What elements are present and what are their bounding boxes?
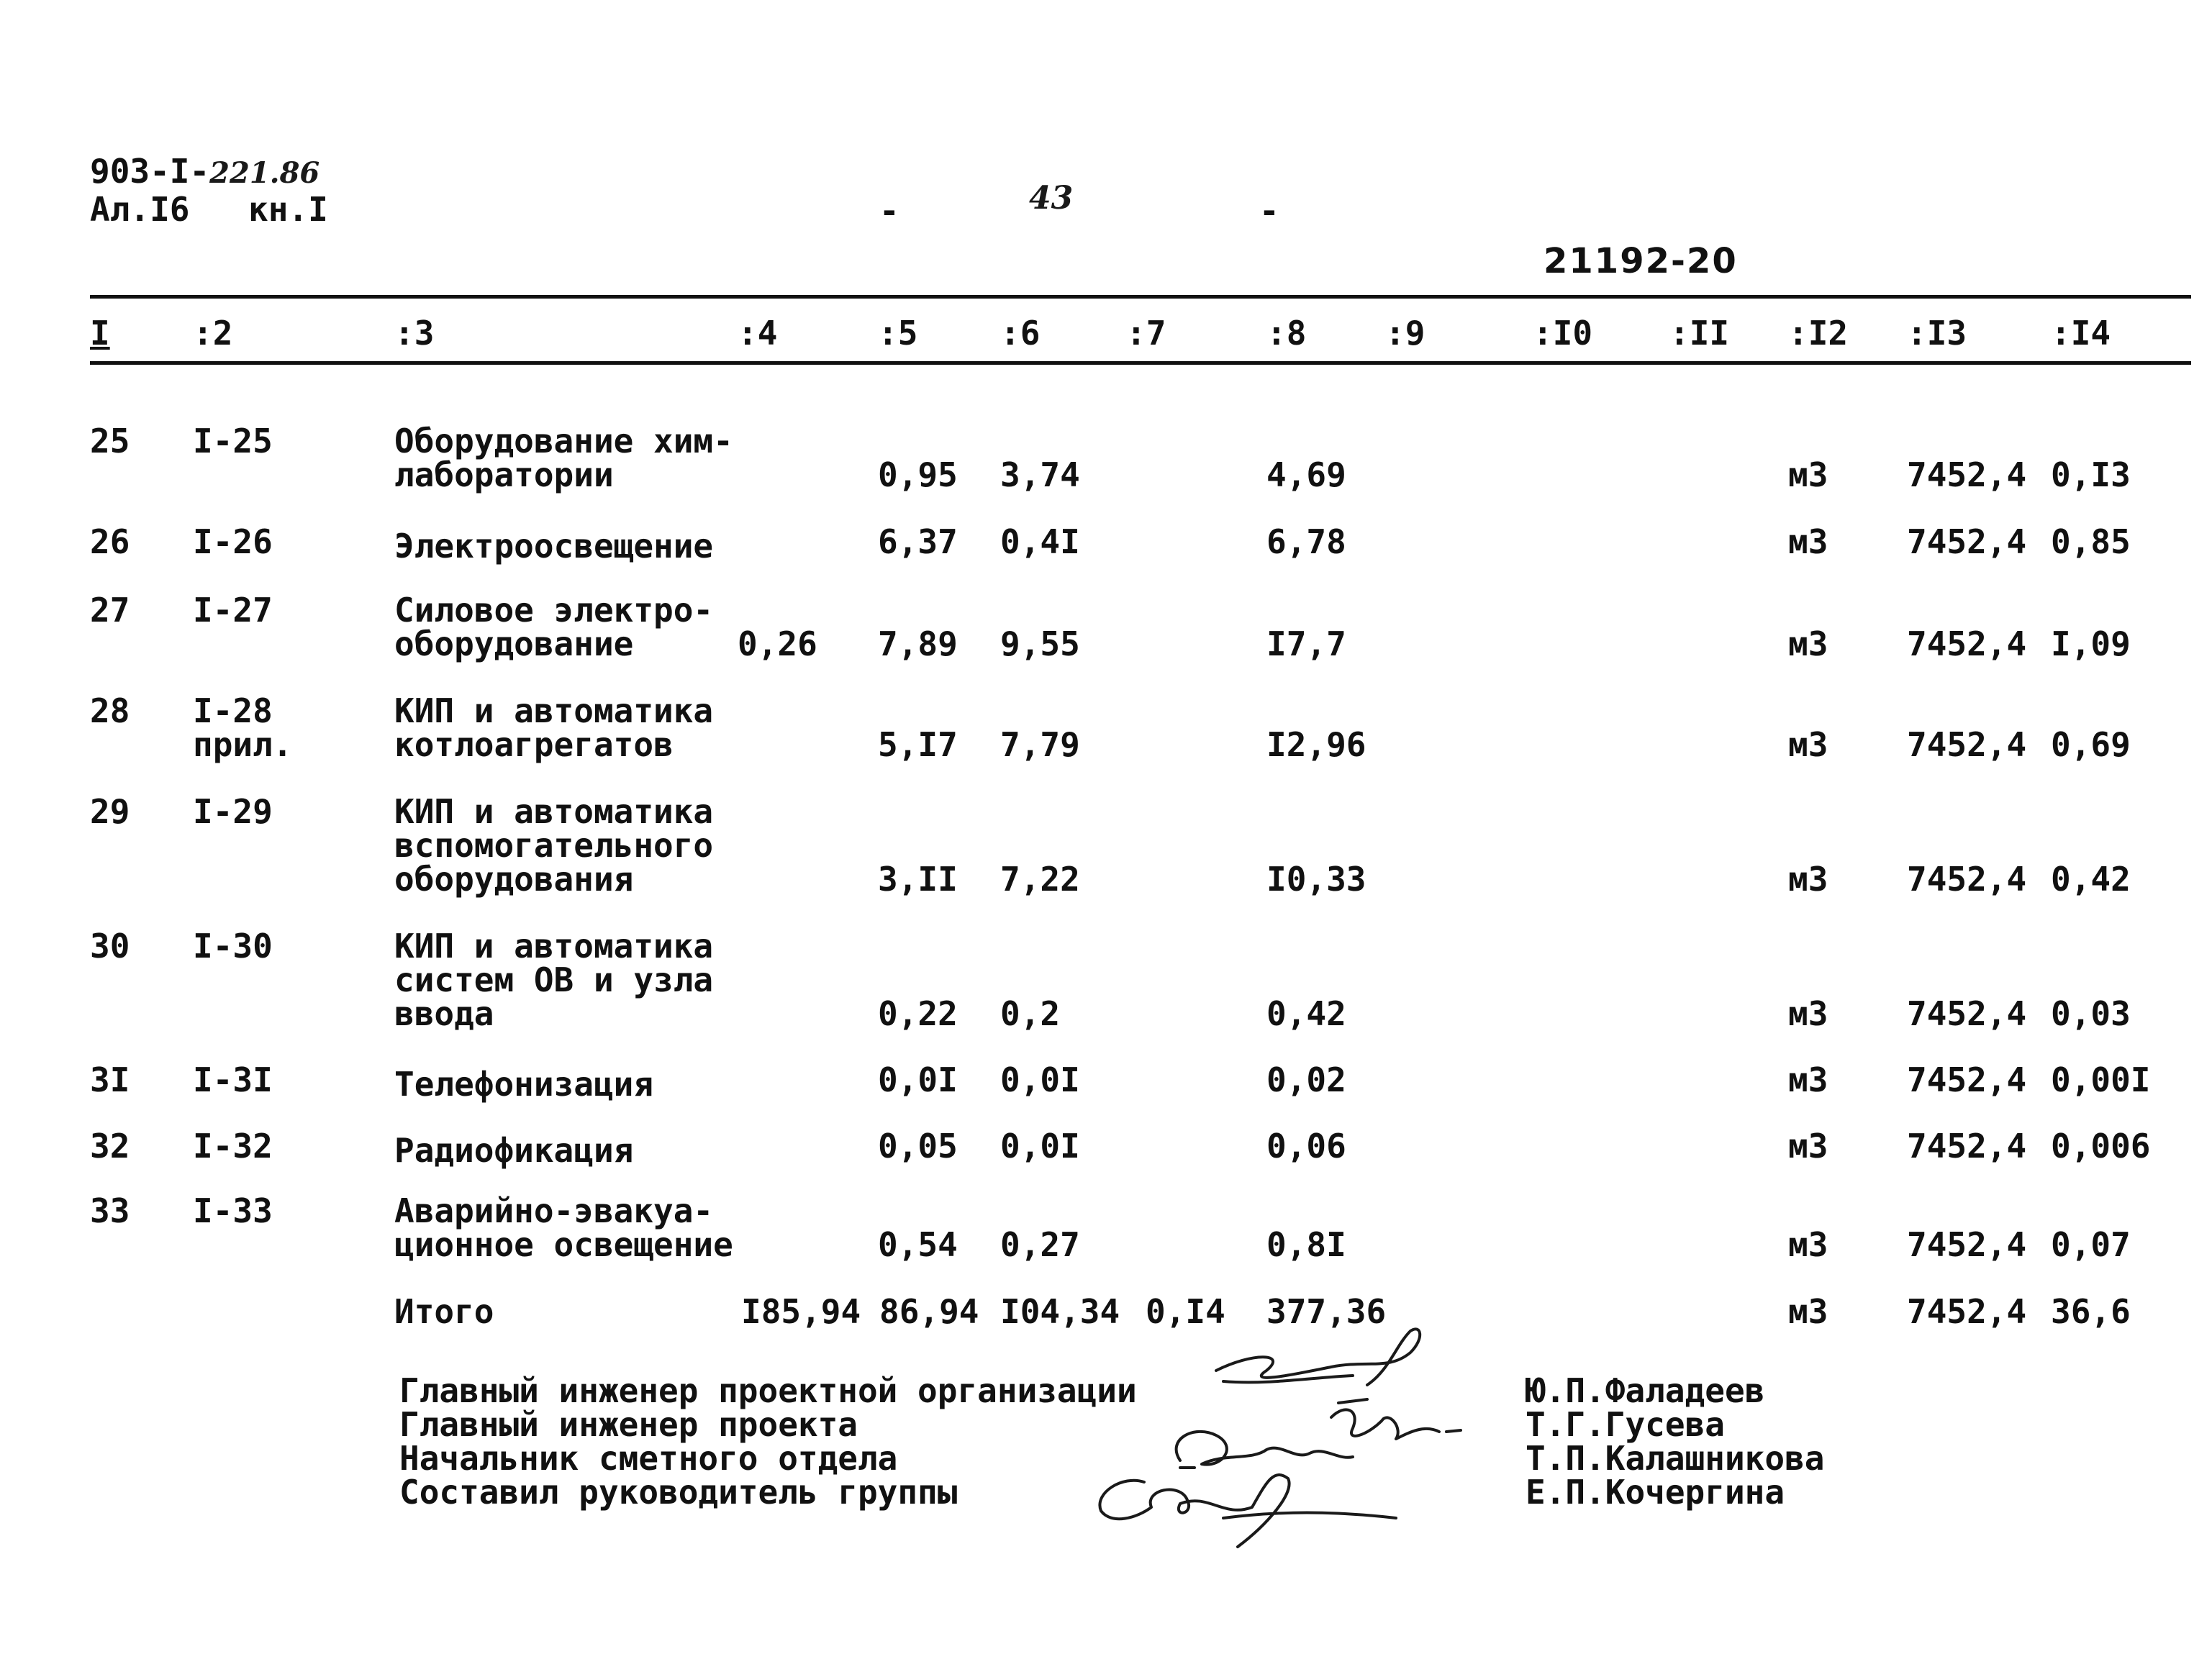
signatory-name: Т.Г.Гусева	[1526, 1405, 1725, 1444]
row-number: 32	[90, 1127, 130, 1166]
cell-col4: 0,26	[738, 624, 817, 663]
cell-col6: 7,22	[1000, 860, 1080, 899]
cell-col6: 7,79	[1000, 725, 1080, 764]
row-number: 30	[90, 927, 130, 966]
row-number: 26	[90, 522, 130, 561]
cell-col6: 0,0I	[1000, 1060, 1080, 1099]
signature-scribble-4	[1100, 1475, 1396, 1547]
signature-scribble-1	[1216, 1329, 1420, 1385]
row-name-line: лаборатории	[394, 455, 614, 494]
row-name-line: систем ОВ и узла	[394, 960, 714, 999]
row-name-line: оборудования	[394, 860, 634, 899]
row-code: I-29	[193, 792, 273, 831]
cell-unit: м3	[1788, 522, 1828, 561]
row-name-line: Электроосвещение	[394, 527, 714, 565]
page-number: 43	[1029, 180, 1074, 217]
row-number: 3I	[90, 1060, 130, 1099]
stamp-number: 21192-20	[1544, 241, 1738, 281]
total-col13: 7452,4	[1907, 1292, 2027, 1331]
cell-col6: 0,27	[1000, 1225, 1080, 1264]
cell-col8: 6,78	[1266, 522, 1346, 561]
cell-col8: I2,96	[1266, 725, 1366, 764]
signatory-name: Е.П.Кочергина	[1526, 1473, 1785, 1512]
cell-col5: 0,54	[878, 1225, 958, 1264]
column-header-2: :2	[193, 314, 233, 353]
signature-role: Главный инженер проекта	[399, 1405, 858, 1444]
page-dash-right: -	[1259, 191, 1279, 230]
column-header-6: :6	[1000, 314, 1041, 353]
signature-role: Составил руководитель группы	[399, 1473, 958, 1512]
row-code: I-25	[193, 422, 273, 460]
column-header-11: :II	[1669, 314, 1730, 353]
cell-unit: м3	[1788, 455, 1828, 494]
column-header-10: :I0	[1533, 314, 1593, 353]
cell-unit: м3	[1788, 1225, 1828, 1264]
column-header-12: :I2	[1788, 314, 1849, 353]
total-col14: 36,6	[2051, 1292, 2131, 1331]
cell-col8: I7,7	[1266, 624, 1346, 663]
row-name-line: оборудование	[394, 624, 634, 663]
total-col5: 86,94	[879, 1292, 979, 1331]
cell-col13: 7452,4	[1907, 860, 2027, 899]
row-name-line: КИП и автоматика	[394, 691, 714, 730]
row-code: I-28	[193, 691, 273, 730]
cell-col5: 6,37	[878, 522, 958, 561]
column-header-5: :5	[878, 314, 918, 353]
row-number: 28	[90, 691, 130, 730]
column-header-9: :9	[1385, 314, 1425, 353]
cell-col8: 0,06	[1266, 1127, 1346, 1166]
column-header-7: :7	[1126, 314, 1166, 353]
cell-col5: 0,22	[878, 994, 958, 1033]
row-name-line: КИП и автоматика	[394, 927, 714, 966]
row-code-note: прил.	[193, 725, 293, 764]
signature-role: Начальник сметного отдела	[399, 1439, 898, 1478]
column-header-1: I	[90, 314, 110, 353]
row-number: 25	[90, 422, 130, 460]
cell-col8: 0,42	[1266, 994, 1346, 1033]
cell-col6: 9,55	[1000, 624, 1080, 663]
cell-col6: 0,2	[1000, 994, 1061, 1033]
row-name-line: Радиофикация	[394, 1131, 634, 1170]
row-name-line: ционное освещение	[394, 1225, 733, 1264]
album-label: Ал.I6	[90, 190, 190, 229]
cell-col8: 4,69	[1266, 455, 1346, 494]
document-code-handwritten: 221.86	[209, 156, 320, 190]
row-code: I-3I	[193, 1060, 273, 1099]
cell-unit: м3	[1788, 1060, 1828, 1099]
cell-col5: 0,95	[878, 455, 958, 494]
cell-col13: 7452,4	[1907, 522, 2027, 561]
cell-col5: 0,05	[878, 1127, 958, 1166]
cell-col14: 0,006	[2051, 1127, 2151, 1166]
cell-col14: 0,69	[2051, 725, 2131, 764]
cell-col14: 0,I3	[2051, 455, 2131, 494]
cell-col8: 0,02	[1266, 1060, 1346, 1099]
row-name-line: Оборудование хим-	[394, 422, 733, 460]
row-name-line: Силовое электро-	[394, 591, 714, 630]
row-code: I-26	[193, 522, 273, 561]
column-header-13: :I3	[1907, 314, 1967, 353]
signatory-name: Т.П.Калашникова	[1526, 1439, 1825, 1478]
row-code: I-33	[193, 1191, 273, 1230]
total-col8: 377,36	[1266, 1292, 1387, 1331]
cell-col6: 0,4I	[1000, 522, 1080, 561]
cell-col13: 7452,4	[1907, 1127, 2027, 1166]
cell-col6: 0,0I	[1000, 1127, 1080, 1166]
column-header-3: :3	[394, 314, 435, 353]
signature-role: Главный инженер проектной организации	[399, 1371, 1137, 1410]
row-name-line: КИП и автоматика	[394, 792, 714, 831]
row-code: I-32	[193, 1127, 273, 1166]
total-col6: I04,34	[1000, 1292, 1120, 1331]
row-name-line: ввода	[394, 994, 494, 1033]
cell-col5: 7,89	[878, 624, 958, 663]
signature-scribble-3	[1177, 1432, 1353, 1468]
row-name-line: котлоагрегатов	[394, 725, 674, 764]
cell-col13: 7452,4	[1907, 624, 2027, 663]
cell-unit: м3	[1788, 860, 1828, 899]
signature-scribble-2	[1331, 1399, 1461, 1439]
cell-col5: 3,II	[878, 860, 958, 899]
column-header-4: :4	[738, 314, 778, 353]
cell-col14: 0,03	[2051, 994, 2131, 1033]
cell-col13: 7452,4	[1907, 1225, 2027, 1264]
row-code: I-27	[193, 591, 273, 630]
cell-col14: 0,85	[2051, 522, 2131, 561]
row-number: 33	[90, 1191, 130, 1230]
cell-unit: м3	[1788, 624, 1828, 663]
total-unit: м3	[1788, 1292, 1828, 1331]
cell-col6: 3,74	[1000, 455, 1080, 494]
row-number: 27	[90, 591, 130, 630]
column-header-14: :I4	[2051, 314, 2111, 353]
page-dash-left: -	[879, 191, 899, 230]
cell-col5: 5,I7	[878, 725, 958, 764]
cell-col13: 7452,4	[1907, 455, 2027, 494]
row-name-line: Телефонизация	[394, 1065, 654, 1104]
column-header-8: :8	[1266, 314, 1307, 353]
cell-col8: I0,33	[1266, 860, 1366, 899]
total-col7: 0,I4	[1146, 1292, 1225, 1331]
cell-unit: м3	[1788, 725, 1828, 764]
cell-unit: м3	[1788, 1127, 1828, 1166]
cell-col14: 0,07	[2051, 1225, 2131, 1264]
row-name-line: вспомогательного	[394, 826, 714, 865]
row-code: I-30	[193, 927, 273, 966]
cell-col14: I,09	[2051, 624, 2131, 663]
cell-unit: м3	[1788, 994, 1828, 1033]
total-col4: I85,94	[741, 1292, 861, 1331]
signatory-name: Ю.П.Фаладеев	[1526, 1371, 1765, 1410]
book-label: кн.I	[248, 190, 328, 229]
cell-col13: 7452,4	[1907, 1060, 2027, 1099]
cell-col14: 0,00I	[2051, 1060, 2151, 1099]
document-code-prefix: 903-I-	[90, 152, 210, 191]
cell-col13: 7452,4	[1907, 994, 2027, 1033]
cell-col13: 7452,4	[1907, 725, 2027, 764]
cell-col8: 0,8I	[1266, 1225, 1346, 1264]
cell-col5: 0,0I	[878, 1060, 958, 1099]
row-number: 29	[90, 792, 130, 831]
total-label: Итого	[394, 1292, 494, 1331]
cell-col14: 0,42	[2051, 860, 2131, 899]
row-name-line: Аварийно-эвакуа-	[394, 1191, 714, 1230]
